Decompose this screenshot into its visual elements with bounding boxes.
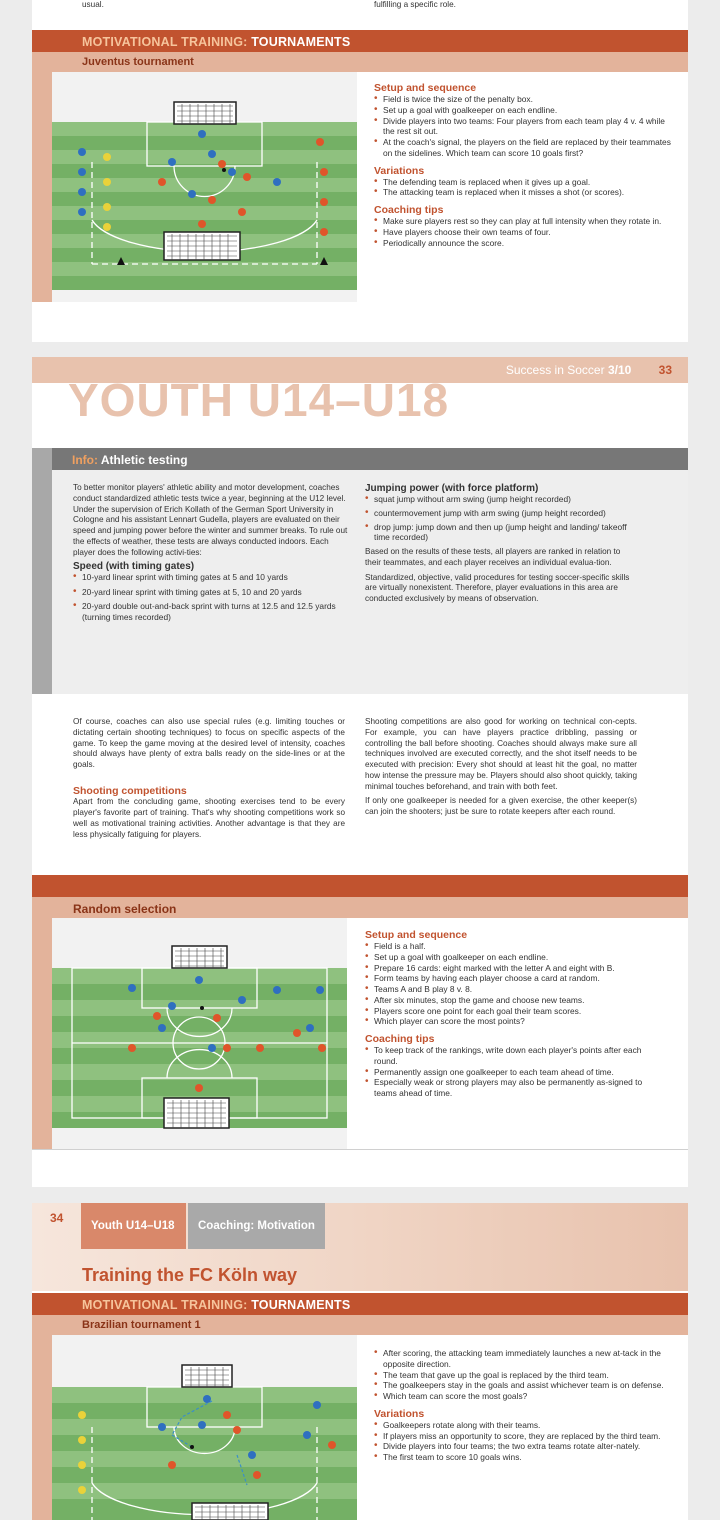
list-item: • Field is a half. (365, 941, 665, 952)
series-vol: 3/10 (607, 363, 632, 377)
list-item: • Set up a goal with goalkeeper on each endline. (365, 952, 665, 963)
side-strip (32, 30, 52, 302)
random-setup-column (365, 929, 665, 1099)
diagram-box (52, 72, 357, 302)
section-title: Training the FC Köln way (82, 1265, 298, 1285)
body-left-column (73, 717, 345, 840)
setup-heading: Setup and sequence (374, 82, 477, 94)
big-title: YOUTH U14–U18 (68, 374, 450, 426)
list-item: • The first team to score 10 goals wins. (374, 1452, 674, 1463)
bar-suffix: TOURNAMENTS (251, 35, 351, 49)
rs-setup-heading: Setup and sequence (365, 929, 468, 941)
rs-tips-list (365, 1045, 665, 1099)
tab-youth[interactable] (81, 1203, 186, 1249)
jump-list (365, 494, 637, 543)
info-prefix: Info: (72, 453, 98, 467)
shooting-heading: Shooting competitions (73, 785, 187, 798)
page-number: 33 (658, 363, 672, 377)
setup-column (374, 82, 674, 248)
list-item: • Set up a goal with goalkeeper on each endline. (374, 105, 674, 116)
setup-list (374, 94, 674, 159)
info-bar (52, 448, 688, 470)
subtitle: Juventus tournament (82, 56, 194, 68)
grass (52, 122, 357, 290)
random-subtitle-bar (52, 897, 688, 918)
list-item: • Players score one point for each goal their team scores. (365, 1006, 665, 1017)
goal-bottom (164, 1098, 229, 1128)
info-left-para: To better monitor players' athletic ability and motor development, coaches conduct standardized athletic tests twice a year, beginning at the U12 level. Under the supervision of Erich Kollath of the German Sport University in Cologne and his assistant Lennart Gudella, players are evaluated on their speed and jumping power before the winter and summer breaks. To rule out the effects of weather, these tests are always conducted indoors. Each player does the following activi-ties: (73, 483, 348, 557)
goal-top (174, 102, 236, 124)
jump-heading: Jumping power (with force platform) (365, 483, 539, 494)
speed-heading: Speed (with timing gates) (73, 560, 195, 572)
list-item: • squat jump without arm swing (jump height recorded) (365, 494, 637, 505)
list-item: • Permanently assign one goalkeeper to each team ahead of time. (365, 1067, 665, 1078)
body-left-para: Of course, coaches can also use special rules (e.g. limiting touches or dictating certain shooting techniques) to focus on specific aspects of the game. To keep the game moving at the desired level of intensity, coaches should always have plenty of extra balls ready on the side-lines or at the goals. (73, 717, 345, 770)
list-item: • Have players choose their own teams of four. (374, 227, 674, 238)
page-33 (32, 357, 688, 1187)
list-item: • Periodically announce the score. (374, 238, 674, 249)
list-item: • Divide players into two teams: Four players from each team play 4 v. 4 while the rest sit out. (374, 116, 674, 138)
list-item: • Prepare 16 cards: eight marked with the letter A and eight with B. (365, 963, 665, 974)
list-item: • Goalkeepers rotate along with their teams. (374, 1420, 674, 1431)
variations-list (374, 177, 674, 199)
list-item: • Field is twice the size of the penalty box. (374, 94, 674, 105)
rs-setup-list (365, 941, 665, 1027)
list-item: • After six minutes, stop the game and choose new teams. (365, 995, 665, 1006)
top-left-text: usual. (82, 0, 104, 9)
list-item: • Form teams by having each player choose a card at random. (365, 973, 665, 984)
bar-prefix: MOTIVATIONAL TRAINING: (82, 35, 248, 49)
speed-list (73, 572, 351, 623)
list-item: • To keep track of the rankings, write down each player's points after each round. (365, 1045, 665, 1067)
bar-prefix: MOTIVATIONAL TRAINING: (82, 1298, 248, 1312)
tips-heading: Coaching tips (374, 204, 444, 216)
list-item: • At the coach's signal, the players on the field are replaced by their teammates on the sidelines. Which team can score 10 goals first? (374, 137, 674, 159)
page-number: 34 (50, 1211, 64, 1225)
info-right-para1: Based on the results of these tests, all players are ranked in relation to their teammates, and each player receives an individual evalua-tion. (365, 547, 621, 567)
variations-heading: Variations (374, 1407, 425, 1420)
shooting-para: Apart from the concluding game, shooting exercises tend to be every player's favorite part of training. That's why shooting competitions work so well as motivational training activities. Another advantage is that they are less physically fatiguing for players. (73, 797, 345, 839)
list-item: • Which team can score the most goals? (374, 1391, 674, 1402)
list-item: • 10-yard linear sprint with timing gates at 5 and 10 yards (73, 572, 351, 583)
soccer-field-diagram (52, 1335, 357, 1520)
random-diagram-box (52, 918, 347, 1149)
diagram-box (52, 1335, 357, 1520)
goal-top (172, 946, 227, 968)
soccer-field-diagram (52, 918, 347, 1149)
list-item: • If players miss an opportunity to score, they are replaced by the third team. (374, 1431, 674, 1442)
page-header (432, 363, 672, 377)
list-item: • 20-yard double out-and-back sprint with turns at 12.5 and 12.5 yards (turning times recorded) (73, 601, 351, 623)
tab-coaching[interactable] (188, 1203, 325, 1249)
list-item: • The defending team is replaced when it gives up a goal. (374, 177, 674, 188)
body-right-para1: Shooting competitions are also good for working on technical con-cepts. For example, you can have players practice dribbling, passing or controlling the ball before shooting. Coaches should always make sure all techniques involved are executed correctly, and the shot itself needs to be executed with precision: Every shot should at least hit the goal, no matter how intense the pressure may be. Players should also shoot quickly, taking minimal touches beforehand, and train with both feet. (365, 717, 637, 791)
soccer-field-diagram (52, 72, 357, 302)
random-side-strip (32, 897, 52, 1149)
variations-heading: Variations (374, 164, 425, 177)
list-item: • Especially weak or strong players may also be permanently as-signed to teams ahead of time. (365, 1077, 665, 1099)
info-title: Athletic testing (100, 453, 188, 467)
body-right-para2: If only one goalkeeper is needed for a given exercise, the other keeper(s) can join the shooters; just be sure to rotate keepers after each round. (365, 795, 637, 816)
section-bar (32, 30, 688, 52)
list-item: • Make sure players rest so they can play at full intensity when they rotate in. (374, 216, 674, 227)
list-item: • drop jump: jump down and then up (jump height and landing/ takeoff time recorded) (365, 522, 637, 544)
tab-youth-label: Youth U14–U18 (91, 1220, 175, 1232)
list-item: • The goalkeepers stay in the goals and assist whichever team is on defense. (374, 1380, 674, 1391)
list-item: • 20-yard linear sprint with timing gates at 5, 10 and 20 yards (73, 587, 351, 598)
list-item: • After scoring, the attacking team immediately launches a new at-tack in the opposite direction. (374, 1348, 674, 1370)
list-item: • Which player can score the most points? (365, 1016, 665, 1027)
random-bar (32, 875, 688, 897)
info-right-para2: Standardized, objective, valid procedures for testing soccer-specific skills are virtually nonexistent. Therefore, player evaluations in this area are conducted exclusively by means of observation. (365, 572, 630, 604)
cont-list (374, 1348, 674, 1402)
list-item: • Teams A and B play 8 v. 8. (365, 984, 665, 995)
cont-column (374, 1348, 674, 1463)
info-right-column (365, 483, 637, 605)
subtitle: Brazilian tournament 1 (82, 1319, 201, 1331)
series-name: Success in Soccer (505, 363, 605, 377)
goal-bottom (164, 232, 240, 260)
section-bar (32, 1293, 688, 1315)
tips-list (374, 216, 674, 248)
variations-list (374, 1420, 674, 1463)
list-item: • The team that gave up the goal is replaced by the third team. (374, 1370, 674, 1381)
side-strip (32, 1293, 52, 1520)
top-right-text: fulfilling a specific role. (374, 0, 456, 9)
page-juventus (32, 0, 688, 342)
bottom-rule (32, 1149, 688, 1150)
body-right-column (365, 717, 637, 817)
subtitle-bar (52, 1315, 688, 1335)
subtitle-bar (52, 52, 688, 72)
goal-top (182, 1365, 232, 1387)
bar-suffix: TOURNAMENTS (251, 1298, 351, 1312)
list-item: • The attacking team is replaced when it misses a shot (or scores). (374, 187, 674, 198)
list-item: • Divide players into four teams; the two extra teams rotate alter-nately. (374, 1441, 674, 1452)
page-34 (32, 1203, 688, 1520)
list-item: • countermovement jump with arm swing (jump height recorded) (365, 508, 637, 519)
random-title: Random selection (73, 902, 177, 916)
rs-tips-heading: Coaching tips (365, 1033, 435, 1045)
info-side-strip (32, 448, 52, 694)
info-left-column (73, 483, 351, 623)
goal-bottom (192, 1503, 268, 1520)
tab-coaching-label: Coaching: Motivation (198, 1220, 315, 1232)
